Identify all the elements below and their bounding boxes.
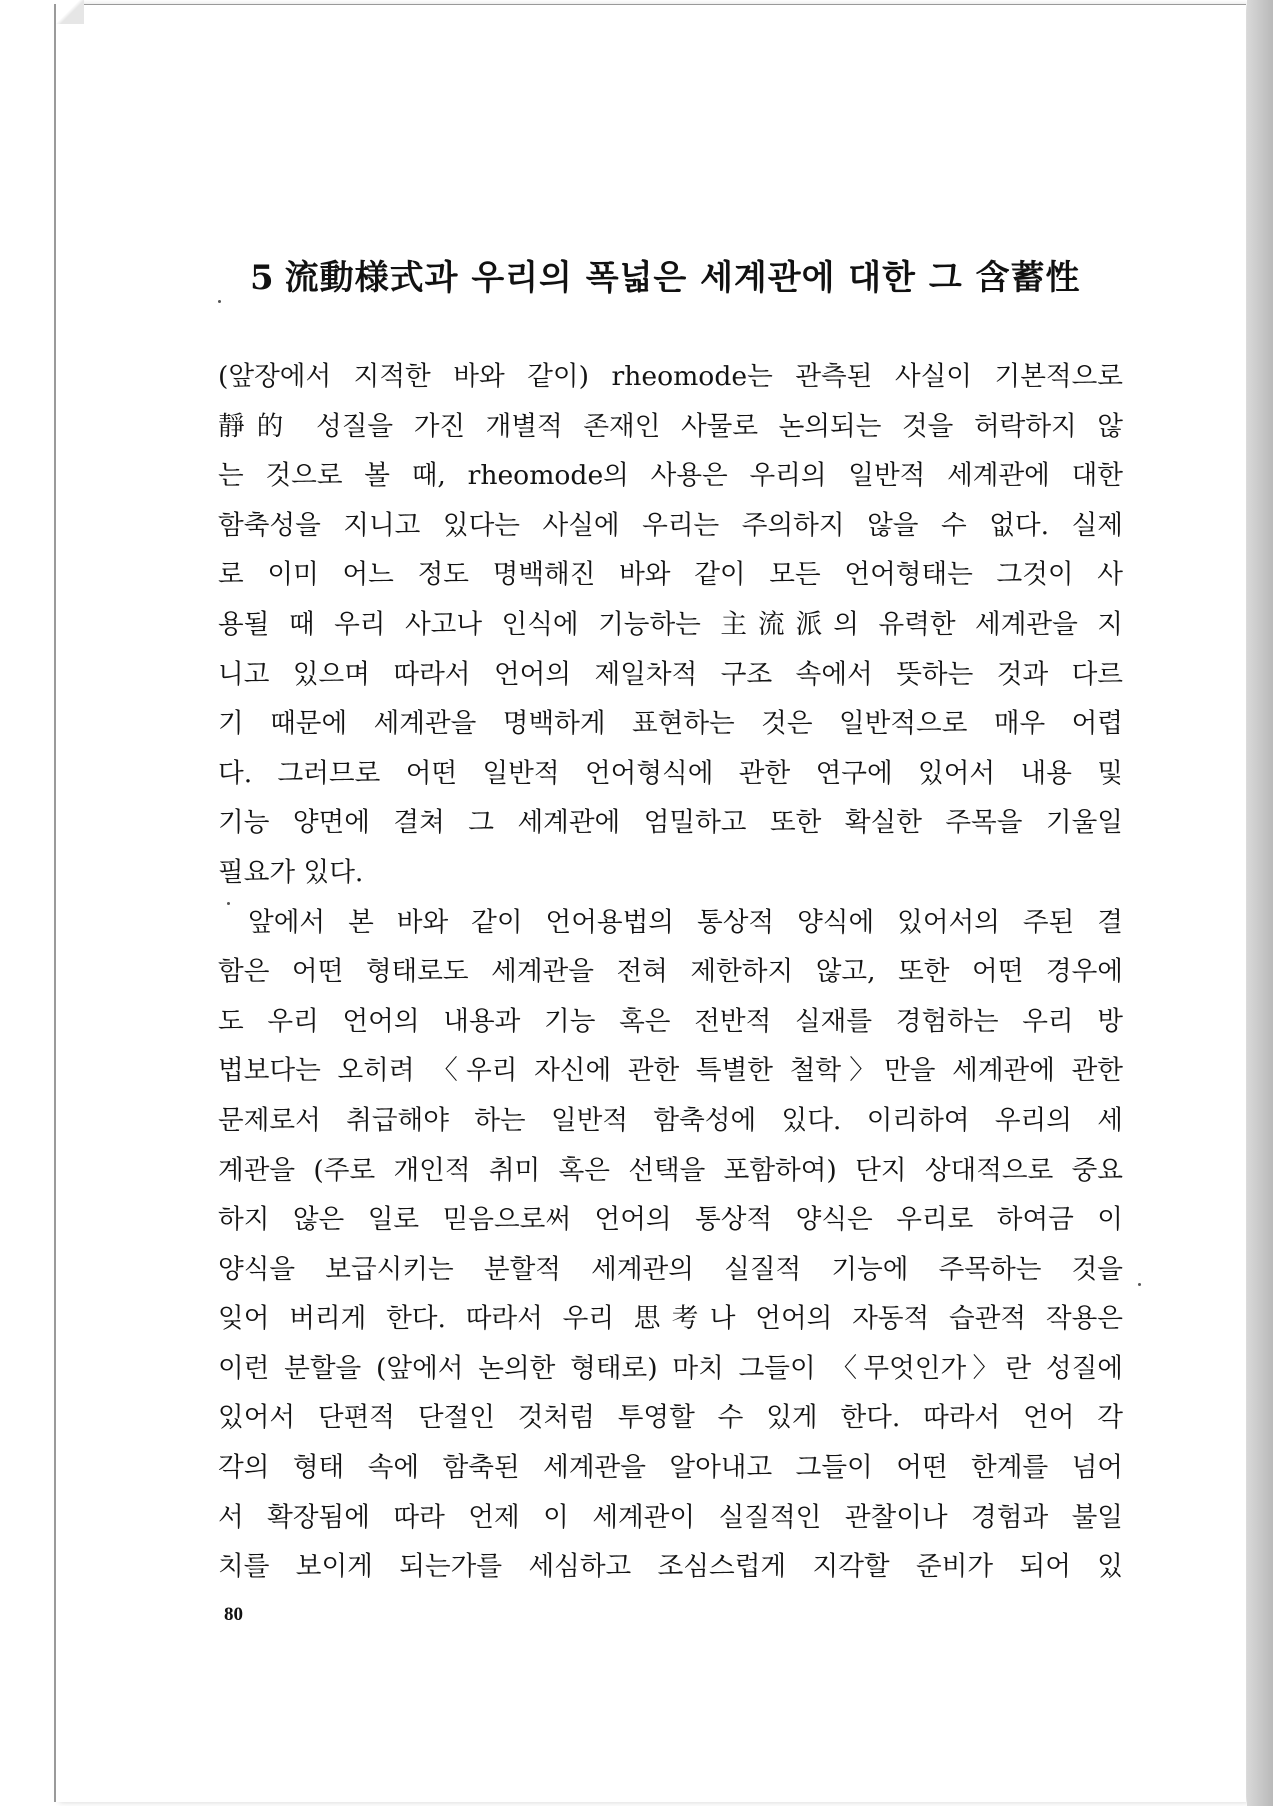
text-line: 법보다는 오히려 〈우리 자신에 관한 특별한 철학〉만을 세계관에 관한 xyxy=(218,1055,1123,1087)
page-top-edge xyxy=(54,4,1246,5)
text-line: 양식을 보급시키는 분할적 세계관의 실질적 기능에 주목하는 것을 xyxy=(218,1253,1123,1285)
text-line: 함축성을 지니고 있다는 사실에 우리는 주의하지 않을 수 없다. 실제 xyxy=(218,509,1123,541)
page-left-edge xyxy=(54,4,56,1802)
section-number: 5 xyxy=(250,258,275,298)
section-heading xyxy=(250,250,1150,299)
text-line: 계관을 (주로 개인적 취미 혹은 선택을 포함하여) 단지 상대적으로 중요 xyxy=(218,1154,1123,1186)
text-line: 기능 양면에 결쳐 그 세계관에 엄밀하고 또한 확실한 주목을 기울일 xyxy=(218,807,1123,839)
page-right-shadow xyxy=(1247,0,1273,1806)
text-line: 는 것으로 볼 때, rheomode의 사용은 우리의 일반적 세계관에 대한 xyxy=(218,460,1123,492)
text-line: 서 확장됨에 따라 언제 이 세계관이 실질적인 관찰이나 경험과 불일 xyxy=(218,1501,1123,1533)
text-line: 로 이미 어느 정도 명백해진 바와 같이 모든 언어형태는 그것이 사 xyxy=(218,559,1123,591)
scan-speck xyxy=(1138,1283,1141,1286)
scan-speck xyxy=(227,902,230,905)
text-line: 니고 있으며 따라서 언어의 제일차적 구조 속에서 뜻하는 것과 다르 xyxy=(218,658,1123,690)
page-corner-fold xyxy=(56,0,84,24)
text-line: 하지 않은 일로 믿음으로써 언어의 통상적 양식은 우리로 하여금 이 xyxy=(218,1204,1123,1236)
text-line: 함은 어떤 형태로도 세계관을 전혀 제한하지 않고, 또한 어떤 경우에 xyxy=(218,956,1123,988)
text-line: 도 우리 언어의 내용과 기능 혹은 전반적 실재를 경험하는 우리 방 xyxy=(218,1005,1123,1037)
text-line: 다. 그러므로 어떤 일반적 언어형식에 관한 연구에 있어서 내용 및 xyxy=(218,757,1123,789)
text-line: 이런 분할을 (앞에서 논의한 형태로) 마치 그들이 〈무엇인가〉란 성질에 xyxy=(218,1352,1123,1384)
text-line: (앞장에서 지적한 바와 같이) rheomode는 관측된 사실이 기본적으로 xyxy=(218,361,1123,392)
section-title: 流動様式과 우리의 폭넓은 세계관에 대한 그 含蓄性 xyxy=(284,258,1081,298)
text-line: 잊어 버리게 한다. 따라서 우리 思考나 언어의 자동적 습관적 작용은 xyxy=(218,1303,1123,1335)
text-line: 용될 때 우리 사고나 인식에 기능하는 主流派의 유력한 세계관을 지 xyxy=(218,608,1123,640)
text-line: 문제로서 취급해야 하는 일반적 함축성에 있다. 이리하여 우리의 세 xyxy=(218,1104,1123,1136)
text-line: 각의 형태 속에 함축된 세계관을 알아내고 그들이 어떤 한계를 넘어 xyxy=(218,1452,1123,1484)
text-line: 있어서 단편적 단절인 것처럼 투영할 수 있게 한다. 따라서 언어 각 xyxy=(218,1402,1123,1434)
text-line: 靜的 성질을 가진 개별적 존재인 사물로 논의되는 것을 허락하지 않 xyxy=(218,410,1123,442)
text-line: 기 때문에 세계관을 명백하게 표현하는 것은 일반적으로 매우 어렵 xyxy=(218,708,1123,740)
text-line: 필요가 있다. xyxy=(218,856,364,888)
page-number: 80 xyxy=(224,1604,243,1625)
text-line: 치를 보이게 되는가를 세심하고 조심스럽게 지각할 준비가 되어 있 xyxy=(218,1551,1123,1583)
scan-speck xyxy=(218,300,221,303)
body-text xyxy=(218,352,1123,1592)
text-line: 앞에서 본 바와 같이 언어용법의 통상적 양식에 있어서의 주된 결 xyxy=(248,906,1123,938)
